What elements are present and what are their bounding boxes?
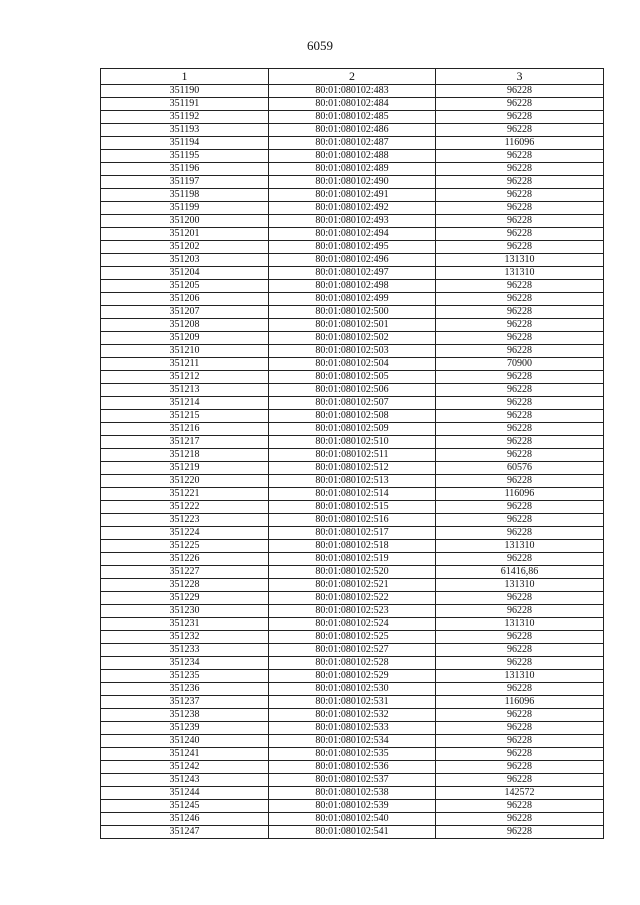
value-cell: 96228 — [436, 98, 604, 111]
value-cell: 96228 — [436, 553, 604, 566]
value-cell: 96228 — [436, 176, 604, 189]
row-number-cell: 351205 — [101, 280, 269, 293]
cadastral-number-cell: 80:01:080102:535 — [269, 748, 436, 761]
value-cell: 70900 — [436, 358, 604, 371]
row-number-cell: 351199 — [101, 202, 269, 215]
table-row — [101, 332, 604, 345]
value-cell: 96228 — [436, 384, 604, 397]
cadastral-number-cell: 80:01:080102:516 — [269, 514, 436, 527]
table-row — [101, 670, 604, 683]
cadastral-number-cell: 80:01:080102:540 — [269, 813, 436, 826]
table-row — [101, 293, 604, 306]
row-number-cell: 351227 — [101, 566, 269, 579]
cadastral-number-cell: 80:01:080102:523 — [269, 605, 436, 618]
row-number-cell: 351191 — [101, 98, 269, 111]
row-number-cell: 351208 — [101, 319, 269, 332]
cadastral-number-cell: 80:01:080102:491 — [269, 189, 436, 202]
table-row — [101, 800, 604, 813]
table-row — [101, 176, 604, 189]
value-cell: 96228 — [436, 735, 604, 748]
value-cell: 96228 — [436, 722, 604, 735]
cadastral-number-cell: 80:01:080102:484 — [269, 98, 436, 111]
table-row — [101, 215, 604, 228]
row-number-cell: 351204 — [101, 267, 269, 280]
table-header — [101, 69, 604, 85]
value-cell: 96228 — [436, 800, 604, 813]
row-number-cell: 351228 — [101, 579, 269, 592]
table-row — [101, 748, 604, 761]
row-number-cell: 351215 — [101, 410, 269, 423]
value-cell: 96228 — [436, 761, 604, 774]
value-cell: 131310 — [436, 670, 604, 683]
table-row — [101, 683, 604, 696]
row-number-cell: 351247 — [101, 826, 269, 839]
cadastral-number-cell: 80:01:080102:506 — [269, 384, 436, 397]
cadastral-number-cell: 80:01:080102:511 — [269, 449, 436, 462]
value-cell: 116096 — [436, 488, 604, 501]
page-number: 6059 — [307, 38, 333, 53]
column-header: 3 — [436, 69, 604, 85]
value-cell: 96228 — [436, 280, 604, 293]
value-cell: 96228 — [436, 592, 604, 605]
cadastral-number-cell: 80:01:080102:509 — [269, 423, 436, 436]
cadastral-number-cell: 80:01:080102:500 — [269, 306, 436, 319]
value-cell: 96228 — [436, 475, 604, 488]
table-header-row — [101, 69, 604, 85]
table-row — [101, 553, 604, 566]
value-cell: 96228 — [436, 813, 604, 826]
table-row — [101, 410, 604, 423]
value-cell: 131310 — [436, 254, 604, 267]
row-number-cell: 351209 — [101, 332, 269, 345]
cadastral-number-cell: 80:01:080102:541 — [269, 826, 436, 839]
cadastral-number-cell: 80:01:080102:519 — [269, 553, 436, 566]
table-row — [101, 462, 604, 475]
cadastral-number-cell: 80:01:080102:525 — [269, 631, 436, 644]
table-body — [101, 85, 604, 839]
value-cell: 96228 — [436, 449, 604, 462]
row-number-cell: 351224 — [101, 527, 269, 540]
table-row — [101, 826, 604, 839]
row-number-cell: 351218 — [101, 449, 269, 462]
cadastral-number-cell: 80:01:080102:486 — [269, 124, 436, 137]
table-row — [101, 111, 604, 124]
cadastral-number-cell: 80:01:080102:503 — [269, 345, 436, 358]
table-row — [101, 241, 604, 254]
row-number-cell: 351200 — [101, 215, 269, 228]
value-cell: 96228 — [436, 423, 604, 436]
cadastral-number-cell: 80:01:080102:502 — [269, 332, 436, 345]
table-row — [101, 267, 604, 280]
table-row — [101, 774, 604, 787]
table-row — [101, 306, 604, 319]
table-row — [101, 189, 604, 202]
row-number-cell: 351243 — [101, 774, 269, 787]
cadastral-number-cell: 80:01:080102:528 — [269, 657, 436, 670]
cadastral-number-cell: 80:01:080102:538 — [269, 787, 436, 800]
cadastral-number-cell: 80:01:080102:483 — [269, 85, 436, 98]
data-table — [100, 68, 604, 839]
row-number-cell: 351225 — [101, 540, 269, 553]
value-cell: 96228 — [436, 241, 604, 254]
table-row — [101, 254, 604, 267]
cadastral-number-cell: 80:01:080102:515 — [269, 501, 436, 514]
row-number-cell: 351237 — [101, 696, 269, 709]
column-header: 2 — [269, 69, 436, 85]
cadastral-number-cell: 80:01:080102:490 — [269, 176, 436, 189]
cadastral-number-cell: 80:01:080102:518 — [269, 540, 436, 553]
table-row — [101, 163, 604, 176]
cadastral-number-cell: 80:01:080102:530 — [269, 683, 436, 696]
table-row — [101, 813, 604, 826]
cadastral-number-cell: 80:01:080102:512 — [269, 462, 436, 475]
value-cell: 61416,86 — [436, 566, 604, 579]
cadastral-number-cell: 80:01:080102:501 — [269, 319, 436, 332]
value-cell: 96228 — [436, 527, 604, 540]
row-number-cell: 351220 — [101, 475, 269, 488]
value-cell: 96228 — [436, 189, 604, 202]
row-number-cell: 351211 — [101, 358, 269, 371]
row-number-cell: 351230 — [101, 605, 269, 618]
value-cell: 96228 — [436, 332, 604, 345]
cadastral-number-cell: 80:01:080102:493 — [269, 215, 436, 228]
cadastral-number-cell: 80:01:080102:539 — [269, 800, 436, 813]
row-number-cell: 351238 — [101, 709, 269, 722]
table-row — [101, 475, 604, 488]
table-row — [101, 657, 604, 670]
row-number-cell: 351206 — [101, 293, 269, 306]
table-row — [101, 319, 604, 332]
cadastral-number-cell: 80:01:080102:508 — [269, 410, 436, 423]
value-cell: 96228 — [436, 150, 604, 163]
value-cell: 96228 — [436, 709, 604, 722]
row-number-cell: 351246 — [101, 813, 269, 826]
row-number-cell: 351241 — [101, 748, 269, 761]
row-number-cell: 351197 — [101, 176, 269, 189]
cadastral-number-cell: 80:01:080102:513 — [269, 475, 436, 488]
row-number-cell: 351210 — [101, 345, 269, 358]
table-row — [101, 280, 604, 293]
value-cell: 96228 — [436, 319, 604, 332]
table-row — [101, 709, 604, 722]
value-cell: 142572 — [436, 787, 604, 800]
table-row — [101, 202, 604, 215]
cadastral-number-cell: 80:01:080102:494 — [269, 228, 436, 241]
row-number-cell: 351196 — [101, 163, 269, 176]
cadastral-number-cell: 80:01:080102:531 — [269, 696, 436, 709]
table-row — [101, 150, 604, 163]
cadastral-number-cell: 80:01:080102:521 — [269, 579, 436, 592]
cadastral-number-cell: 80:01:080102:488 — [269, 150, 436, 163]
cadastral-number-cell: 80:01:080102:495 — [269, 241, 436, 254]
table-row — [101, 527, 604, 540]
value-cell: 96228 — [436, 163, 604, 176]
cadastral-number-cell: 80:01:080102:489 — [269, 163, 436, 176]
cadastral-number-cell: 80:01:080102:485 — [269, 111, 436, 124]
row-number-cell: 351190 — [101, 85, 269, 98]
table-row — [101, 137, 604, 150]
row-number-cell: 351244 — [101, 787, 269, 800]
row-number-cell: 351214 — [101, 397, 269, 410]
value-cell: 96228 — [436, 501, 604, 514]
table-row — [101, 618, 604, 631]
cadastral-number-cell: 80:01:080102:487 — [269, 137, 436, 150]
value-cell: 96228 — [436, 111, 604, 124]
row-number-cell: 351194 — [101, 137, 269, 150]
row-number-cell: 351192 — [101, 111, 269, 124]
row-number-cell: 351229 — [101, 592, 269, 605]
column-header: 1 — [101, 69, 269, 85]
cadastral-number-cell: 80:01:080102:527 — [269, 644, 436, 657]
row-number-cell: 351213 — [101, 384, 269, 397]
cadastral-number-cell: 80:01:080102:492 — [269, 202, 436, 215]
value-cell: 96228 — [436, 397, 604, 410]
value-cell: 131310 — [436, 618, 604, 631]
value-cell: 96228 — [436, 293, 604, 306]
cadastral-number-cell: 80:01:080102:505 — [269, 371, 436, 384]
table-row — [101, 514, 604, 527]
table-row — [101, 501, 604, 514]
row-number-cell: 351235 — [101, 670, 269, 683]
row-number-cell: 351202 — [101, 241, 269, 254]
value-cell: 60576 — [436, 462, 604, 475]
row-number-cell: 351236 — [101, 683, 269, 696]
value-cell: 96228 — [436, 215, 604, 228]
row-number-cell: 351221 — [101, 488, 269, 501]
row-number-cell: 351223 — [101, 514, 269, 527]
row-number-cell: 351216 — [101, 423, 269, 436]
value-cell: 131310 — [436, 540, 604, 553]
cadastral-number-cell: 80:01:080102:524 — [269, 618, 436, 631]
row-number-cell: 351193 — [101, 124, 269, 137]
row-number-cell: 351242 — [101, 761, 269, 774]
cadastral-number-cell: 80:01:080102:497 — [269, 267, 436, 280]
table-row — [101, 644, 604, 657]
cadastral-number-cell: 80:01:080102:514 — [269, 488, 436, 501]
row-number-cell: 351203 — [101, 254, 269, 267]
table-row — [101, 735, 604, 748]
value-cell: 96228 — [436, 774, 604, 787]
row-number-cell: 351217 — [101, 436, 269, 449]
row-number-cell: 351207 — [101, 306, 269, 319]
table-row — [101, 605, 604, 618]
table-row — [101, 540, 604, 553]
value-cell: 96228 — [436, 631, 604, 644]
table-row — [101, 384, 604, 397]
cadastral-number-cell: 80:01:080102:499 — [269, 293, 436, 306]
table-row — [101, 98, 604, 111]
row-number-cell: 351212 — [101, 371, 269, 384]
value-cell: 96228 — [436, 657, 604, 670]
cadastral-number-cell: 80:01:080102:532 — [269, 709, 436, 722]
value-cell: 96228 — [436, 514, 604, 527]
row-number-cell: 351245 — [101, 800, 269, 813]
value-cell: 96228 — [436, 124, 604, 137]
table-row — [101, 579, 604, 592]
cadastral-number-cell: 80:01:080102:517 — [269, 527, 436, 540]
row-number-cell: 351231 — [101, 618, 269, 631]
table-row — [101, 371, 604, 384]
row-number-cell: 351233 — [101, 644, 269, 657]
value-cell: 96228 — [436, 410, 604, 423]
cadastral-number-cell: 80:01:080102:537 — [269, 774, 436, 787]
table-row — [101, 566, 604, 579]
table-row — [101, 358, 604, 371]
cadastral-number-cell: 80:01:080102:504 — [269, 358, 436, 371]
table-row — [101, 85, 604, 98]
cadastral-number-cell: 80:01:080102:520 — [269, 566, 436, 579]
table-row — [101, 488, 604, 501]
value-cell: 96228 — [436, 228, 604, 241]
table-row — [101, 436, 604, 449]
table-row — [101, 761, 604, 774]
row-number-cell: 351222 — [101, 501, 269, 514]
row-number-cell: 351232 — [101, 631, 269, 644]
table-row — [101, 631, 604, 644]
value-cell: 96228 — [436, 644, 604, 657]
row-number-cell: 351198 — [101, 189, 269, 202]
cadastral-number-cell: 80:01:080102:507 — [269, 397, 436, 410]
table-row — [101, 124, 604, 137]
cadastral-number-cell: 80:01:080102:529 — [269, 670, 436, 683]
cadastral-number-cell: 80:01:080102:536 — [269, 761, 436, 774]
cadastral-number-cell: 80:01:080102:498 — [269, 280, 436, 293]
table-row — [101, 696, 604, 709]
table-row — [101, 722, 604, 735]
row-number-cell: 351226 — [101, 553, 269, 566]
row-number-cell: 351240 — [101, 735, 269, 748]
row-number-cell: 351201 — [101, 228, 269, 241]
value-cell: 96228 — [436, 683, 604, 696]
value-cell: 131310 — [436, 267, 604, 280]
table-row — [101, 592, 604, 605]
cadastral-number-cell: 80:01:080102:533 — [269, 722, 436, 735]
value-cell: 96228 — [436, 345, 604, 358]
table-row — [101, 423, 604, 436]
cadastral-number-cell: 80:01:080102:534 — [269, 735, 436, 748]
table-row — [101, 228, 604, 241]
cadastral-number-cell: 80:01:080102:496 — [269, 254, 436, 267]
table-row — [101, 397, 604, 410]
row-number-cell: 351239 — [101, 722, 269, 735]
value-cell: 96228 — [436, 371, 604, 384]
table-row — [101, 449, 604, 462]
value-cell: 96228 — [436, 826, 604, 839]
value-cell: 96228 — [436, 748, 604, 761]
table-row — [101, 787, 604, 800]
value-cell: 116096 — [436, 137, 604, 150]
row-number-cell: 351234 — [101, 657, 269, 670]
value-cell: 96228 — [436, 436, 604, 449]
value-cell: 96228 — [436, 85, 604, 98]
value-cell: 96228 — [436, 202, 604, 215]
table-row — [101, 345, 604, 358]
cadastral-number-cell: 80:01:080102:522 — [269, 592, 436, 605]
value-cell: 96228 — [436, 306, 604, 319]
value-cell: 96228 — [436, 605, 604, 618]
cadastral-number-cell: 80:01:080102:510 — [269, 436, 436, 449]
value-cell: 116096 — [436, 696, 604, 709]
value-cell: 131310 — [436, 579, 604, 592]
row-number-cell: 351195 — [101, 150, 269, 163]
row-number-cell: 351219 — [101, 462, 269, 475]
